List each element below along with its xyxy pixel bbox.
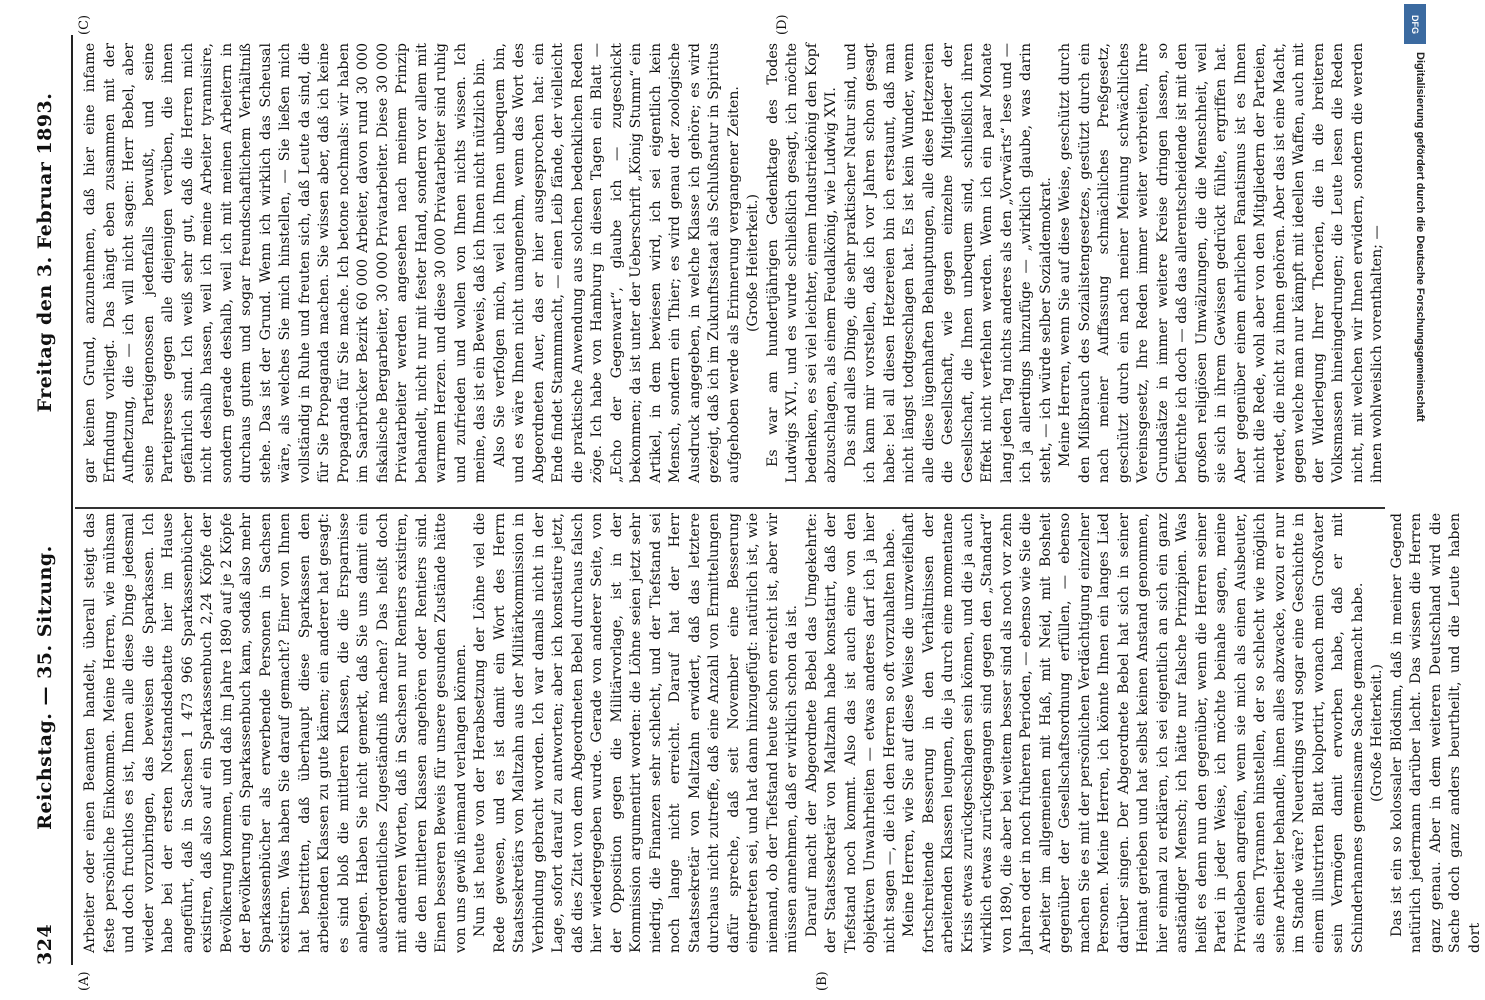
left-laughter-note: (Große Heiterkeit.) [1369,663,1385,803]
page-header [25,35,65,965]
right-column [81,43,1385,483]
left-paragraph-tail: Das ist ein so kolossaler Blödsinn, daß in meiner Gegend natürlich jedermann darüber lacht. Das wissen die Herren ganz genau. Aber in dem weiteren Deutschland wird die Sache doch ganz anders beurtheilt, und die Leute haben dort [1388,513,1483,953]
left-paragraph-2: Nun ist heute von der Herabsetzung der Löhne viel die Rede gewesen, und es ist damit ein Wort des Herrn Staatssekretärs von Maltzahn aus der Militärkommission in Verbindung gebracht worden. Ich war damals nicht in der Lage, sofort darauf zu antworten; aber ich konstatire jetzt, daß dies Zitat von dem Abgeordneten Bebel durchaus falsch hier wiedergegeben wurde. Gerade von anderer Seite, von der Opposition gegen die Militärvorlage, ist in der Kommission argumentirt worden: die Löhne seien jetzt sehr niedrig, die Finanzen sehr schlecht, und der Tiefstand sei noch lange nicht erreicht. Darauf hat der Herr Staatssekretär von Maltzahn erwidert, daß das letztere durchaus nicht zutreffe, daß eine Anzahl von Ermittelungen dafür spreche, daß seit November eine Besserung eingetreten sei, und hat dann hinzugefügt: natürlich ist, wie niemand, ob der Tiefstand heute schon erreicht ist, aber wir müssen annehmen, daß er wirklich schon da ist. [472,513,800,953]
dfg-logo: DFG [1404,4,1426,44]
right-laughter-note: (Große Heiterkeit.) [745,193,761,333]
header-left-title: Reichstag. — 35. Sitzung. [34,545,56,830]
left-paragraph-4: Meine Herren, wie Sie auf diese Weise die unzweifelhaft fortschreitende Besserung in den Verhältnissen der arbeitenden Klassen leugnen, die ja durch eine momentane Krisis etwas zurückgeschlagen sein können, und die ja auch wirklich etwas zurückgegangen sind gegen den „Standard“ von 1890, die aber bei weitem besser sind als noch vor zehn Jahren oder in noch früheren Perioden, — ebenso wie Sie die Arbeiter im allgemeinen mit Haß, mit Neid, mit Bosheit gegenüber der Gesellschaftsordnung erfüllen, — ebenso machen Sie es mit der persönlichen Verdächtigung einzelner Personen. Meine Herren, ich könnte Ihnen ein langes Lied darüber singen. Der Abgeordnete Bebel hat sich in seiner Heimat gerieben und hat selbst keinen Anstand genommen, hier einmal zu erklären, ich sei eigentlich an sich ein ganz anständiger Mensch; ich hätte nur falsche Prinzipien. Was heißt es denn nun den gegenüber, wenn die Herren seiner Partei in jeder Weise, ich möchte beinahe sagen, meine Privatleben angreifen, wenn sie mich als einen Ausbeuter, als einen Tyrannen hinstellen, der so schlecht wie möglich seine Arbeiter behandle, ihnen alles abzwacke, wozu er nur im Stande wäre? Neuerdings wird sogar eine Geschichte in einem illustrirten Blatt kolportirt, wonach mein Großvater sein Vermögen damit erworben habe, daß er mit Schinderhannes gemeinsame Sache gemacht habe. [901,512,1366,953]
right-paragraph-5: Meine Herren, wenn Sie auf diese Weise, geschützt durch den Mißbrauch des Sozialistengesetzes, gestützt durch ein nach meiner Auffassung schmächliches Preßgesetz, geschützt durch ein nach meiner Meinung schwächliches Vereinsgesetz, Ihre Reden immer weiter verbreiten, Ihre Grundsätze in immer weitere Kreise dringen lassen, so befürchte ich doch — daß das allerentscheidende ist mit den großen religiösen Umwälzungen, die die Menschheit, weil sie sich in ihrem Gewissen gedrückt fühlte, ergriffen hat. Aber gegenüber einem ehrlichen Fanatismus ist es Ihnen nicht die Rede, wohl aber von den Mitgliedern der Parteien, werdet, die nicht zu ihnen gehören. Aber das ist eine Macht, gegen welche man nur kämpft mit ideellen Waffen, auch mit der Widerlegung Ihrer Theorien, die in die breiteren Volksmassen hineingedrungen; die Leute lesen die Reden nicht, mit welchen wir Ihnen erwidern, sondern die werden ihnen wohlweislich vorenthalten; — [1057,43,1385,483]
digitization-credit: Digitalisierung gefördert durch die Deutsche Forschungsgemeinschaft [1414,52,1426,422]
marker-d: (D) [775,14,790,35]
right-paragraph-4: Das sind alles Dinge, die sehr praktischer Natur sind, und ich kann mir vorstellen, daß ich vor Jahren schon gesagt habe: bei all diesen Hetzereien bin ich erstaunt, daß man nicht längst todtgeschlagen hat. Es ist kein Wunder, wenn alle diese lügenhaften Behauptungen, alle diese Hetzereien die Gesellschaft, wie gegen einzelne Mitglieder der Gesellschaft, die Ihnen unbequem sind, schließlich ihren Effekt nicht verfehlen werden. Wenn ich ein paar Monate lang jeden Tag nichts anderes als den „Vorwärts“ lese und — ich ja allerdings hinzufüge — „wirklich glaube, was darin steht, — ich würde selber Sozialdemokrat. [842,43,1054,483]
digitization-footer [1406,0,1428,1000]
marker-c: (C) [77,14,92,35]
left-paragraph-3: Darauf macht der Abgeordnete Bebel das Umgekehrte: der Staatssekretär von Maltzahn habe konstatirt, daß der Tiefstand noch kommt. Also das ist auch eine von den objektiven Unwahrheiten — etwas anderes darf ich ja hier nicht sagen —, die ich den Herren so oft vorzuhalten habe. [803,513,898,953]
marker-a: (A) [77,971,92,991]
page-number: 324 [34,923,56,965]
right-paragraph-1: gar keinen Grund, anzunehmen, daß hier eine infame Erfindung vorliegt. Das hängt eben zusammen mit der Aufhetzung, die — ich will nicht sagen: Herr Bebel, aber seine Parteigenossen jedenfalls bewußt, und seine Parteipresse gegen alle diejenigen verüben, die ihnen gefährlich sind. Ich weiß sehr gut, daß die Herren mich nicht deshalb hassen, weil ich meine Arbeiter tyrannisire, sondern gerade deshalb, weil ich mit meinen Arbeitern in durchaus gutem und sogar freundschaftlichem Verhältniß stehe. Das ist der Grund. Wenn ich wirklich das Scheusal wäre, als welches Sie mich hinstellen, — Sie ließen mich vollständig in Ruhe und freuten sich, daß Leute da sind, die für Sie Propaganda machen. Sie wissen aber, daß ich keine Propaganda für Sie mache. Ich betone nochmals: wir haben im Saarbrücker Bezirk 60 000 Arbeiter, davon rund 30 000 fiskalische Bergarbeiter, 30 000 Privatarbeiter. Diese 30 000 Privatarbeiter werden angesehen nach meinem Prinzip behandelt, nicht nur mit fester Hand, sondern vor allem mit warmem Herzen. und diese 30 000 Privatarbeiter sind ruhig und zufrieden und wollen von Ihnen nichts wissen. Ich meine, das ist ein Beweis, daß ich Ihnen nicht nützlich bin. [82,43,488,483]
header-rule [71,35,73,965]
right-paragraph-2: Also Sie verfolgen mich, weil ich Ihnen unbequem bin, und es wäre Ihnen nicht unangenehm, wenn das Wort des Abgeordneten Auer, das er hier ausgesprochen hat: ein Ende findet Stammmacht, — einen Leib fände, der vielleicht die praktische Anwendung aus solchen bedenklichen Reden zöge. Ich habe von Hamburg in diesen Tagen ein Blatt — „Echo der Gegenwart“, glaube ich — zugeschickt bekommen; da ist unter der Ueberschrift „König Stumm“ ein Artikel, in dem bewiesen wird, ich sei eigentlich kein Mensch, sondern ein Thier; es wird genau der zoologische Ausdruck angegeben, in welche Klasse ich gehöre; es wird gezeigt, daß ich im Zukunftsstaat als Schlußnatur in Spiritus aufgehoben werde als Erinnerung vergangener Zeiten. [491,43,742,483]
header-right-title: Freitag den 3. Februar 1893. [34,92,56,413]
left-column [81,512,1483,953]
column-divider [75,507,1385,509]
right-paragraph-3: Es war am hundertjährigen Gedenktage des Todes Ludwigs XVI., und es wurde schließlich gesagt, ich möchte bedenken, es sei viel leichter, einem Industriekönig den Kopf abzuschlagen, als einem Feudalkönig, wie Ludwig XVI. [764,43,839,483]
left-paragraph-1: Arbeiter oder einen Beamten handelt, überall steigt das feste persönliche Einkommen. Meine Herren, wie mühsam und doch fruchtlos es ist, Ihnen alle diese Dinge jedesmal wieder vorzubringen, das beweisen die Sparkassen. Ich habe bei der ersten Notstandsdebatte hier im Hause angeführt, daß in Sachsen 1 473 966 Sparkassenbücher existiren, daß also auf ein Sparkassenbuch 2,24 Köpfe der Bevölkerung kommen, und daß im Jahre 1890 auf je 2 Köpfe der Bevölkerung ein Sparkassenbuch kam, sodaß also mehr Sparkassenbücher als erwerbende Personen in Sachsen existiren. Was haben Sie darauf gemacht? Einer von Ihnen hat bestritten, daß überhaupt diese Sparkassen den arbeitenden Klassen zu gute kämen; ein anderer hat gesagt: es sind bloß die mittleren Klassen, die die Ersparnisse anlegen. Haben Sie nicht gemerkt, daß Sie uns damit ein außerordentliches Zugeständniß machen? Das heißt doch mit anderen Worten, daß in Sachsen nur Rentiers existiren, die den mittleren Klassen angehören oder Rentiers sind. Einen besseren Beweis für unsere gesunden Zustände hätte von uns gewiß niemand verlangen können. [82,513,469,953]
marker-b: (B) [815,971,830,991]
